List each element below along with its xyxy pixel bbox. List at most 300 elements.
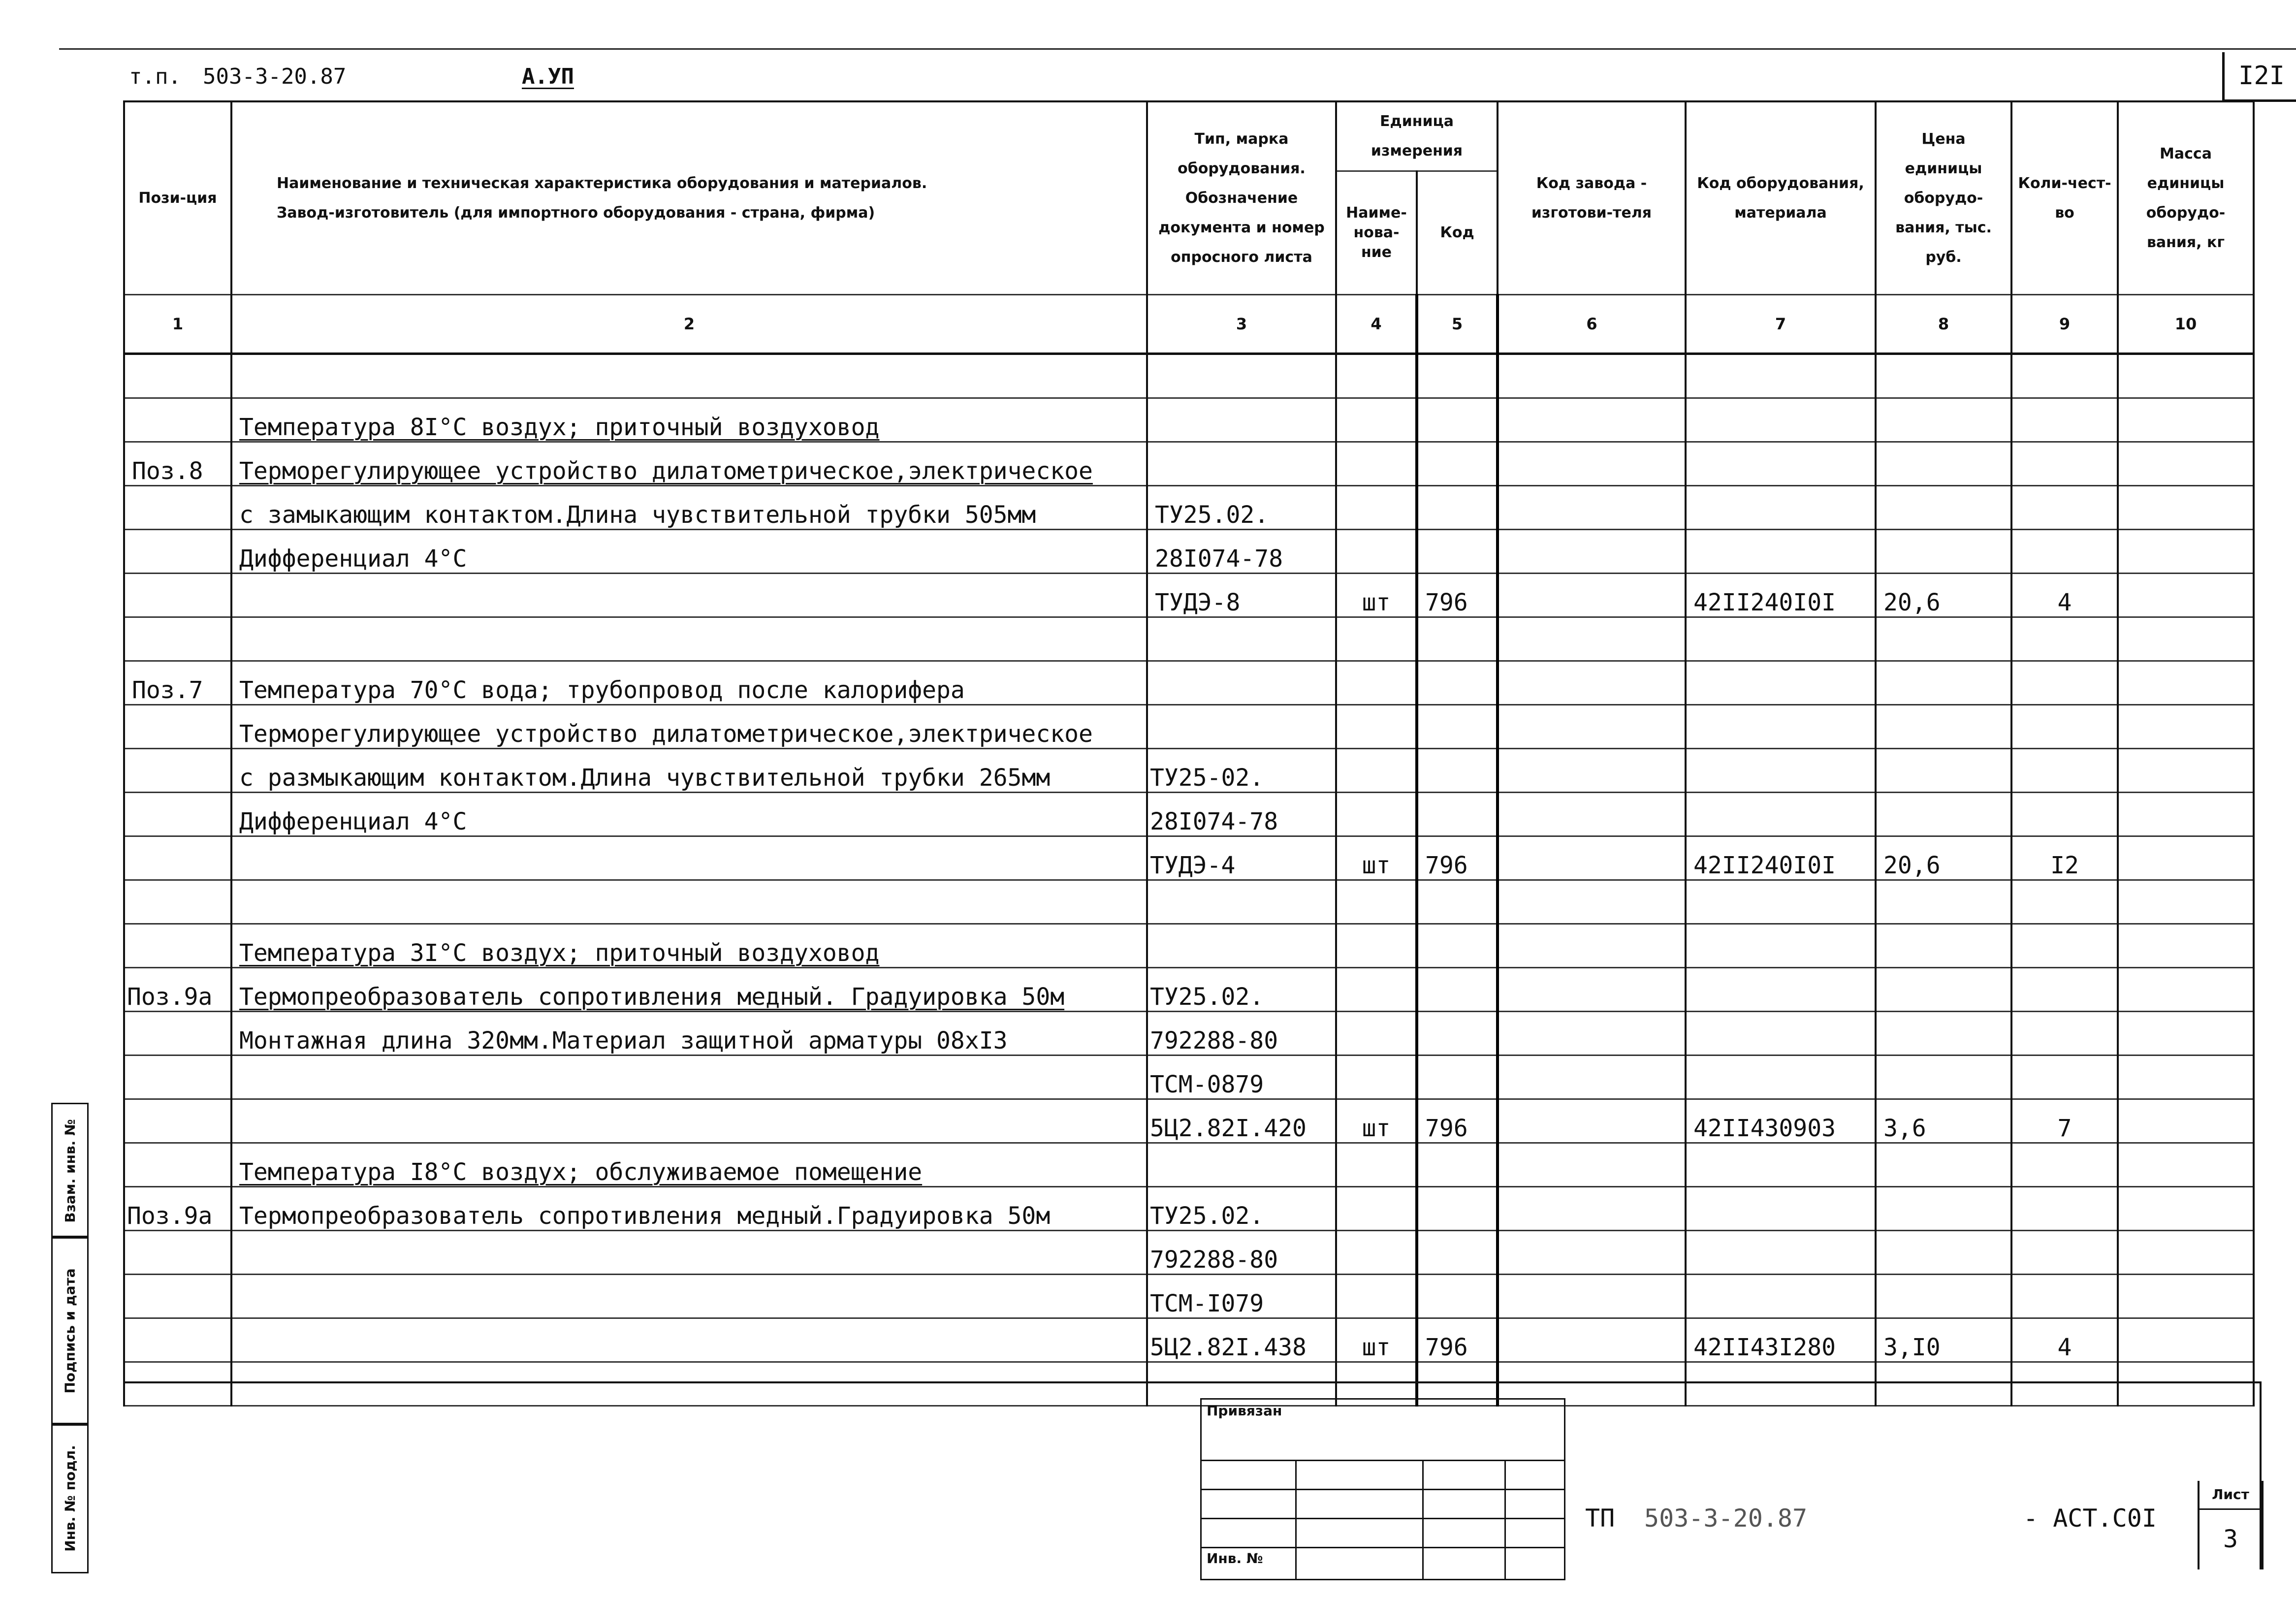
privyazan-stamp <box>1200 1398 1565 1580</box>
cell-type: 28I074-78 <box>1147 530 1336 574</box>
cell-quantity <box>2011 1055 2118 1099</box>
strip-vzam-inv <box>51 1103 89 1239</box>
cell-mass <box>2118 617 2254 661</box>
cell-factory-code <box>1498 1012 1686 1055</box>
cell-quantity <box>2011 880 2118 924</box>
cell-position <box>124 1055 231 1099</box>
cell-price <box>1876 1231 2011 1275</box>
page-number: I2I <box>2222 52 2296 102</box>
cell-equipment-code <box>1686 749 1876 793</box>
cell-quantity: 4 <box>2011 1318 2118 1362</box>
album-label: А.УП <box>522 64 574 89</box>
cell-name: Температура 8I°С воздух; приточный воздуховод <box>231 398 1147 442</box>
cell-unit <box>1336 530 1417 574</box>
cell-unit <box>1336 398 1417 442</box>
cell-unit <box>1336 1187 1417 1231</box>
footer-tp-code: 503-3-20.87 <box>1644 1504 1808 1533</box>
col-type-header: Тип, марка оборудования. Обозначение документа и номер опросного листа <box>1147 101 1336 295</box>
cell-mass <box>2118 749 2254 793</box>
cell-unit <box>1336 1055 1417 1099</box>
strip-podpis-data-label: Подпись и дата <box>62 1268 78 1394</box>
table-row <box>124 442 2254 486</box>
cell-equipment-code <box>1686 1275 1876 1318</box>
cell-unit <box>1336 661 1417 705</box>
cell-quantity <box>2011 968 2118 1012</box>
cell-type: 28I074-78 <box>1147 793 1336 836</box>
cell-position: Поз.9а <box>124 968 231 1012</box>
strip-vzam-inv-label: Взам. инв. № <box>62 1119 78 1223</box>
cell-type <box>1147 1143 1336 1187</box>
cell-price: 20,6 <box>1876 574 2011 617</box>
cell-unit-code <box>1417 793 1498 836</box>
cell-equipment-code <box>1686 1143 1876 1187</box>
cell-factory-code <box>1498 1231 1686 1275</box>
column-number: 4 <box>1336 295 1417 354</box>
column-numbers-row <box>124 295 2254 354</box>
cell-unit <box>1336 924 1417 968</box>
cell-position <box>124 1318 231 1362</box>
cell-equipment-code <box>1686 1055 1876 1099</box>
cell-unit-code <box>1417 968 1498 1012</box>
cell-name: Температура 3I°С воздух; приточный воздуховод <box>231 924 1147 968</box>
cell-name <box>231 880 1147 924</box>
cell-name <box>231 1318 1147 1362</box>
table-row <box>124 1012 2254 1055</box>
col-unit-code-header: Код <box>1417 171 1498 295</box>
cell-factory-code <box>1498 705 1686 749</box>
cell-quantity <box>2011 617 2118 661</box>
cell-name <box>231 1055 1147 1099</box>
cell-type: ТУДЭ-4 <box>1147 836 1336 880</box>
cell-position: Поз.7 <box>124 661 231 705</box>
cell-equipment-code: 42II240I0I <box>1686 574 1876 617</box>
column-number: 8 <box>1876 295 2011 354</box>
table-row <box>124 1275 2254 1318</box>
cell-price: 3,I0 <box>1876 1318 2011 1362</box>
cell-unit-code <box>1417 1231 1498 1275</box>
cell-factory-code <box>1498 749 1686 793</box>
cell-name: Дифференциал 4°С <box>231 793 1147 836</box>
cell-price: 3,6 <box>1876 1099 2011 1143</box>
cell-type: ТУ25.02. <box>1147 486 1336 530</box>
col-name-header-line1: Наименование и техническая характеристика оборудования и материалов. <box>277 174 927 192</box>
privyazan-label: Привязан <box>1207 1403 1282 1419</box>
cell-quantity <box>2011 442 2118 486</box>
cell-name <box>231 354 1147 398</box>
cell-mass <box>2118 968 2254 1012</box>
cell-name <box>231 1231 1147 1275</box>
cell-name <box>231 574 1147 617</box>
cell-factory-code <box>1498 1143 1686 1187</box>
cell-unit <box>1336 617 1417 661</box>
cell-name: с замыкающим контактом.Длина чувствительной трубки 505мм <box>231 486 1147 530</box>
cell-factory-code <box>1498 486 1686 530</box>
cell-unit-code <box>1417 1187 1498 1231</box>
specification-table <box>123 100 2255 1407</box>
cell-name <box>231 1275 1147 1318</box>
cell-unit <box>1336 793 1417 836</box>
inv-no-label: Инв. № <box>1207 1550 1263 1567</box>
table-row <box>124 793 2254 836</box>
cell-unit-code <box>1417 1275 1498 1318</box>
cell-price <box>1876 749 2011 793</box>
cell-factory-code <box>1498 617 1686 661</box>
cell-unit <box>1336 705 1417 749</box>
cell-type: ТСМ-0879 <box>1147 1055 1336 1099</box>
strip-podpis-data <box>51 1236 89 1426</box>
column-number: 6 <box>1498 295 1686 354</box>
cell-quantity <box>2011 924 2118 968</box>
cell-position <box>124 705 231 749</box>
cell-unit <box>1336 1143 1417 1187</box>
col-unit-group-header: Единица измерения <box>1336 101 1498 171</box>
col-price-header: Цена единицы оборудо-вания, тыс. руб. <box>1876 101 2011 295</box>
table-row <box>124 705 2254 749</box>
cell-price <box>1876 705 2011 749</box>
cell-unit-code <box>1417 749 1498 793</box>
cell-unit <box>1336 968 1417 1012</box>
project-code: 503-3-20.87 <box>203 64 347 89</box>
cell-mass <box>2118 1318 2254 1362</box>
cell-position <box>124 354 231 398</box>
cell-name <box>231 1099 1147 1143</box>
cell-unit-code <box>1417 617 1498 661</box>
cell-unit-code <box>1417 661 1498 705</box>
cell-equipment-code <box>1686 1187 1876 1231</box>
cell-unit-code: 796 <box>1417 1318 1498 1362</box>
table-row <box>124 1099 2254 1143</box>
cell-name: Температура I8°С воздух; обслуживаемое помещение <box>231 1143 1147 1187</box>
col-name-header <box>231 101 1147 295</box>
cell-equipment-code: 42II430903 <box>1686 1099 1876 1143</box>
col-mass-header: Масса единицы оборудо-вания, кг <box>2118 101 2254 295</box>
cell-name: Температура 70°С вода; трубопровод после калорифера <box>231 661 1147 705</box>
cell-type: 792288-80 <box>1147 1012 1336 1055</box>
cell-name: Терморегулирующее устройство дилатометрическое,электрическое <box>231 442 1147 486</box>
cell-factory-code <box>1498 442 1686 486</box>
cell-equipment-code <box>1686 442 1876 486</box>
cell-type <box>1147 661 1336 705</box>
cell-quantity: I2 <box>2011 836 2118 880</box>
col-name-header-line2: Завод-изготовитель (для импортного оборудования - страна, фирма) <box>277 204 875 222</box>
cell-unit <box>1336 442 1417 486</box>
table-row <box>124 1231 2254 1275</box>
cell-position: Поз.8 <box>124 442 231 486</box>
table-row <box>124 1362 2254 1406</box>
table-row <box>124 1187 2254 1231</box>
cell-mass <box>2118 574 2254 617</box>
cell-factory-code <box>1498 1099 1686 1143</box>
cell-position <box>124 836 231 880</box>
cell-type: 5Ц2.82I.438 <box>1147 1318 1336 1362</box>
cell-type <box>1147 354 1336 398</box>
cell-unit-code <box>1417 1012 1498 1055</box>
cell-price <box>1876 354 2011 398</box>
table-body <box>124 354 2254 1406</box>
cell-type: ТУ25.02. <box>1147 968 1336 1012</box>
cell-position <box>124 530 231 574</box>
strip-inv-podl <box>51 1423 89 1573</box>
project-label: т.п. <box>129 64 181 89</box>
cell-unit-code <box>1417 398 1498 442</box>
cell-position <box>124 617 231 661</box>
cell-unit-code <box>1417 530 1498 574</box>
col-position-header: Пози-ция <box>124 101 231 295</box>
cell-unit <box>1336 354 1417 398</box>
cell-type: ТУДЭ-8 <box>1147 574 1336 617</box>
cell-unit: шт <box>1336 1318 1417 1362</box>
cell-equipment-code <box>1686 398 1876 442</box>
list-label: Лист <box>2200 1481 2262 1510</box>
cell-unit-code <box>1417 924 1498 968</box>
cell-price <box>1876 442 2011 486</box>
cell-type <box>1147 398 1336 442</box>
cell-equipment-code <box>1686 354 1876 398</box>
cell-factory-code <box>1498 1055 1686 1099</box>
cell-type <box>1147 880 1336 924</box>
cell-price <box>1876 1187 2011 1231</box>
cell-mass <box>2118 836 2254 880</box>
cell-unit-code <box>1417 442 1498 486</box>
cell-price <box>1876 530 2011 574</box>
table-row <box>124 661 2254 705</box>
list-number: 3 <box>2223 1525 2238 1553</box>
cell-unit-code <box>1417 880 1498 924</box>
cell-factory-code <box>1498 574 1686 617</box>
table-row <box>124 354 2254 398</box>
cell-factory-code <box>1498 1187 1686 1231</box>
col-unit-name-header: Наиме-нова-ние <box>1336 171 1417 295</box>
cell-name: Термопреобразователь сопротивления медный. Градуировка 50м <box>231 968 1147 1012</box>
cell-factory-code <box>1498 880 1686 924</box>
cell-type: ТУ25-02. <box>1147 749 1336 793</box>
list-box <box>2198 1481 2264 1569</box>
cell-position <box>124 749 231 793</box>
cell-position <box>124 1362 231 1406</box>
cell-price <box>1876 661 2011 705</box>
cell-unit: шт <box>1336 574 1417 617</box>
column-number: 2 <box>231 295 1147 354</box>
cell-position <box>124 1275 231 1318</box>
table-row <box>124 530 2254 574</box>
cell-type <box>1147 924 1336 968</box>
cell-quantity: 4 <box>2011 574 2118 617</box>
stamp-top-line <box>123 1381 2260 1383</box>
cell-factory-code <box>1498 1275 1686 1318</box>
cell-factory-code <box>1498 924 1686 968</box>
cell-equipment-code <box>1686 793 1876 836</box>
cell-quantity <box>2011 398 2118 442</box>
cell-equipment-code: 42II43I280 <box>1686 1318 1876 1362</box>
cell-name: с размыкающим контактом.Длина чувствительной трубки 265мм <box>231 749 1147 793</box>
cell-quantity <box>2011 705 2118 749</box>
cell-quantity <box>2011 1012 2118 1055</box>
cell-price <box>1876 1143 2011 1187</box>
cell-mass <box>2118 1231 2254 1275</box>
cell-mass <box>2118 1187 2254 1231</box>
table-row <box>124 968 2254 1012</box>
cell-unit <box>1336 1275 1417 1318</box>
cell-unit <box>1336 486 1417 530</box>
cell-unit <box>1336 749 1417 793</box>
cell-price <box>1876 486 2011 530</box>
cell-quantity <box>2011 661 2118 705</box>
cell-name <box>231 1362 1147 1406</box>
cell-quantity <box>2011 1362 2118 1406</box>
cell-equipment-code <box>1686 1362 1876 1406</box>
cell-equipment-code <box>1686 661 1876 705</box>
cell-unit <box>1336 1231 1417 1275</box>
cell-equipment-code <box>1686 1231 1876 1275</box>
cell-position <box>124 398 231 442</box>
cell-price <box>1876 1362 2011 1406</box>
cell-equipment-code <box>1686 880 1876 924</box>
cell-equipment-code <box>1686 486 1876 530</box>
cell-quantity <box>2011 1275 2118 1318</box>
cell-position <box>124 793 231 836</box>
cell-equipment-code <box>1686 617 1876 661</box>
footer-doc-code: - АСТ.С0I <box>2023 1504 2157 1533</box>
cell-type <box>1147 705 1336 749</box>
cell-position <box>124 1099 231 1143</box>
cell-mass <box>2118 1143 2254 1187</box>
cell-mass <box>2118 924 2254 968</box>
cell-quantity <box>2011 354 2118 398</box>
cell-price <box>1876 880 2011 924</box>
cell-mass <box>2118 530 2254 574</box>
cell-quantity: 7 <box>2011 1099 2118 1143</box>
cell-type: 5Ц2.82I.420 <box>1147 1099 1336 1143</box>
table-row <box>124 1143 2254 1187</box>
cell-name: Монтажная длина 320мм.Материал защитной арматуры 08хI3 <box>231 1012 1147 1055</box>
cell-mass <box>2118 1099 2254 1143</box>
cell-name: Терморегулирующее устройство дилатометрическое,электрическое <box>231 705 1147 749</box>
cell-position <box>124 1143 231 1187</box>
cell-equipment-code <box>1686 924 1876 968</box>
cell-mass <box>2118 793 2254 836</box>
cell-quantity <box>2011 1143 2118 1187</box>
cell-price <box>1876 968 2011 1012</box>
cell-quantity <box>2011 793 2118 836</box>
cell-position: Поз.9а <box>124 1187 231 1231</box>
cell-unit-code <box>1417 705 1498 749</box>
cell-mass <box>2118 661 2254 705</box>
cell-unit-code: 796 <box>1417 574 1498 617</box>
cell-mass <box>2118 442 2254 486</box>
table-row <box>124 749 2254 793</box>
cell-unit-code <box>1417 486 1498 530</box>
column-number: 5 <box>1417 295 1498 354</box>
cell-quantity <box>2011 486 2118 530</box>
cell-price <box>1876 1275 2011 1318</box>
table-row <box>124 836 2254 880</box>
cell-mass <box>2118 1362 2254 1406</box>
column-number: 7 <box>1686 295 1876 354</box>
cell-position <box>124 1231 231 1275</box>
top-border-line <box>59 48 2296 50</box>
cell-unit-code: 796 <box>1417 836 1498 880</box>
column-number: 9 <box>2011 295 2118 354</box>
cell-equipment-code <box>1686 968 1876 1012</box>
column-number: 1 <box>124 295 231 354</box>
table-row <box>124 1055 2254 1099</box>
cell-factory-code <box>1498 1318 1686 1362</box>
cell-type <box>1147 617 1336 661</box>
cell-quantity <box>2011 1231 2118 1275</box>
table-row <box>124 880 2254 924</box>
col-quantity-header: Коли-чест-во <box>2011 101 2118 295</box>
cell-name: Термопреобразователь сопротивления медный.Градуировка 50м <box>231 1187 1147 1231</box>
table-row <box>124 398 2254 442</box>
cell-price <box>1876 1012 2011 1055</box>
cell-type: ТУ25.02. <box>1147 1187 1336 1231</box>
footer-tp-label: ТП <box>1585 1504 1615 1533</box>
cell-position <box>124 924 231 968</box>
cell-unit-code <box>1417 1143 1498 1187</box>
cell-position <box>124 486 231 530</box>
cell-factory-code <box>1498 793 1686 836</box>
cell-unit <box>1336 1012 1417 1055</box>
cell-quantity <box>2011 749 2118 793</box>
col-equipment-code-header: Код оборудования, материала <box>1686 101 1876 295</box>
cell-factory-code <box>1498 836 1686 880</box>
cell-equipment-code: 42II240I0I <box>1686 836 1876 880</box>
cell-unit <box>1336 880 1417 924</box>
cell-price <box>1876 793 2011 836</box>
cell-quantity <box>2011 530 2118 574</box>
inv-no-cell <box>1201 1548 1296 1580</box>
cell-mass <box>2118 880 2254 924</box>
column-number: 3 <box>1147 295 1336 354</box>
cell-name: Дифференциал 4°С <box>231 530 1147 574</box>
cell-equipment-code <box>1686 705 1876 749</box>
cell-unit-code <box>1417 1055 1498 1099</box>
privyazan-cell <box>1201 1399 1565 1461</box>
cell-unit-code <box>1417 354 1498 398</box>
cell-mass <box>2118 354 2254 398</box>
cell-type <box>1147 442 1336 486</box>
cell-equipment-code <box>1686 530 1876 574</box>
cell-factory-code <box>1498 398 1686 442</box>
cell-unit: шт <box>1336 1099 1417 1143</box>
cell-mass <box>2118 398 2254 442</box>
cell-quantity <box>2011 1187 2118 1231</box>
cell-unit: шт <box>1336 836 1417 880</box>
strip-inv-podl-label: Инв. № подл. <box>62 1444 78 1552</box>
cell-equipment-code <box>1686 1012 1876 1055</box>
cell-factory-code <box>1498 530 1686 574</box>
cell-position <box>124 1012 231 1055</box>
cell-name <box>231 836 1147 880</box>
col-factory-code-header: Код завода - изготови-теля <box>1498 101 1686 295</box>
cell-price <box>1876 398 2011 442</box>
cell-price <box>1876 924 2011 968</box>
cell-price: 20,6 <box>1876 836 2011 880</box>
cell-factory-code <box>1498 661 1686 705</box>
table-row <box>124 486 2254 530</box>
cell-mass <box>2118 486 2254 530</box>
cell-type: ТСМ-I079 <box>1147 1275 1336 1318</box>
cell-mass <box>2118 1275 2254 1318</box>
table-row <box>124 924 2254 968</box>
table-row <box>124 617 2254 661</box>
cell-mass <box>2118 705 2254 749</box>
cell-position <box>124 574 231 617</box>
table-row <box>124 1318 2254 1362</box>
cell-factory-code <box>1498 354 1686 398</box>
cell-name <box>231 617 1147 661</box>
cell-position <box>124 880 231 924</box>
